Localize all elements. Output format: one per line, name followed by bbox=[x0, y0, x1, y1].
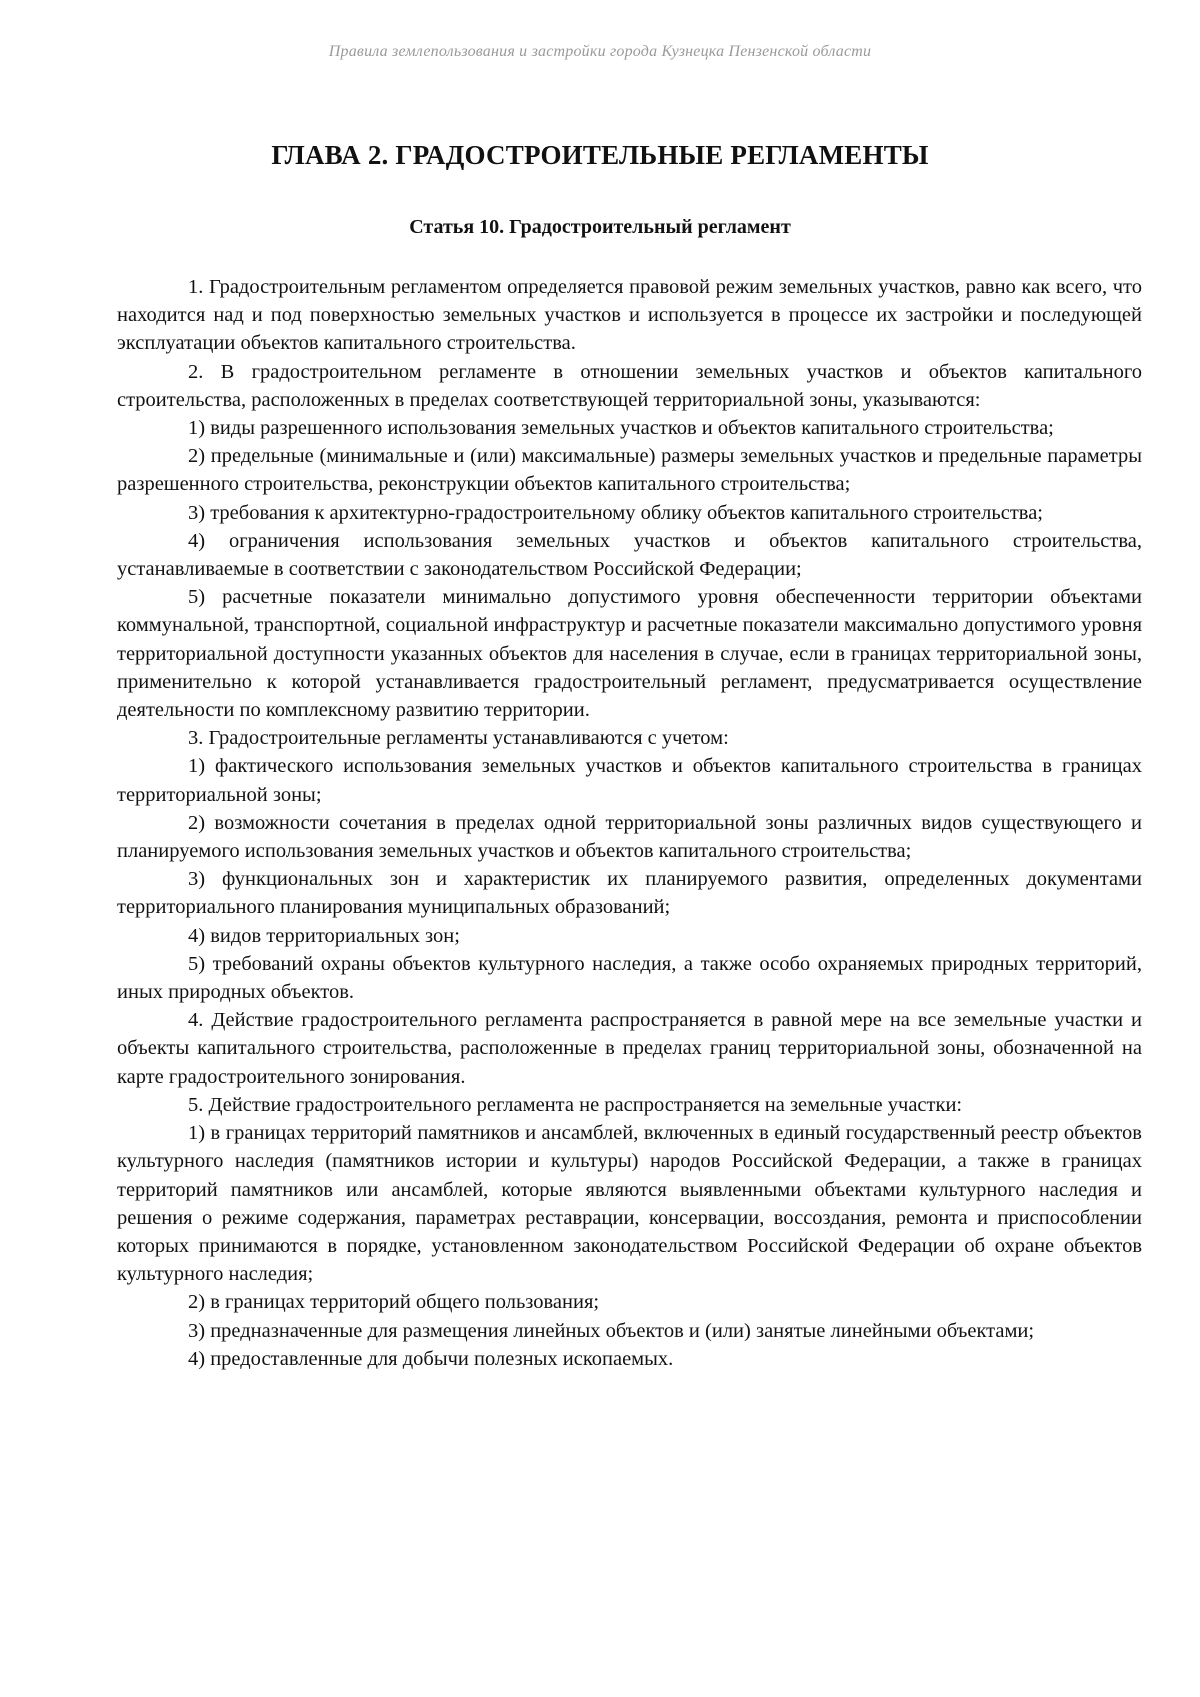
paragraph: 3) требования к архитектурно-градостроительному облику объектов капитального строительства; bbox=[188, 501, 1043, 524]
chapter-title: ГЛАВА 2. ГРАДОСТРОИТЕЛЬНЫЕ РЕГЛАМЕНТЫ bbox=[271, 140, 929, 170]
paragraph: 2. В градостроительном регламенте в отношении земельных участков и объектов капитального строительства, расположенных в пределах соответствующей территориальной зоны, указываются: bbox=[117, 360, 1142, 411]
paragraph: 4. Действие градостроительного регламента распространяется в равной мере на все земельные участки и объекты капитального строительства, расположенные в пределах границ территориальной зоны, обозначенной на карте градостроительного зонирования. bbox=[117, 1009, 1142, 1088]
paragraph: 2) возможности сочетания в пределах одной территориальной зоны различных видов существующего и планируемого использования земельных участков и объектов капитального строительства; bbox=[117, 811, 1142, 863]
paragraph: 1) в границах территорий памятников и ансамблей, включенных в единый государственный реестр объектов культурного наследия (памятников истории и культуры) народов Российской Федерации, а также в границах территорий памятников или ансамблей, которые являются выявленными объектами культурного наследия и решения о режиме содержания, параметрах реставрации, консервации, воссоздания, ремонта и приспособлении которых принимаются в порядке, установленном законодательством Российской Федерации об охране объектов культурного наследия; bbox=[117, 1122, 1142, 1286]
paragraph: 2) в границах территорий общего пользования; bbox=[188, 1291, 600, 1314]
paragraph: 1) виды разрешенного использования земельных участков и объектов капитального строительства; bbox=[188, 417, 1054, 440]
paragraph: 2) предельные (минимальные и (или) максимальные) размеры земельных участков и предельные параметры разрешенного строительства, реконструкции объектов капитального строительства; bbox=[117, 445, 1142, 496]
paragraph: 5. Действие градостроительного регламента не распространяется на земельные участки: bbox=[188, 1093, 963, 1116]
paragraph: 3) предназначенные для размещения линейных объектов и (или) занятые линейными объектами; bbox=[188, 1319, 1035, 1342]
article-title: Статья 10. Градостроительный регламент bbox=[409, 216, 791, 238]
paragraph: 3) функциональных зон и характеристик их планируемого развития, определенных документами территориального планирования муниципальных образований; bbox=[117, 868, 1142, 919]
paragraph: 1. Градостроительным регламентом определяется правовой режим земельных участков, равно как всего, что находится над и под поверхностью земельных участков и используется в процессе их застройки и последующей эксплуатации объектов капитального строительства. bbox=[117, 276, 1142, 355]
paragraph: 4) видов территориальных зон; bbox=[188, 924, 460, 947]
running-header: Правила землепользования и застройки города Кузнецка Пензенской области bbox=[328, 43, 872, 60]
paragraph: 5) расчетные показатели минимально допустимого уровня обеспеченности территории объектами коммунальной, транспортной, социальной инфраструктур и расчетные показатели максимально допустимого уровня территориальной доступности указанных объектов для населения в случае, если в границах территориальной зоны, применительно к которой устанавливается градостроительный регламент, предусматривается осуществление деятельности по комплексному развитию территории. bbox=[117, 586, 1142, 722]
paragraph: 4) предоставленные для добычи полезных ископаемых. bbox=[188, 1347, 674, 1370]
paragraph: 1) фактического использования земельных участков и объектов капитального строительства в границах территориальной зоны; bbox=[117, 755, 1142, 806]
document-body bbox=[117, 273, 1142, 1373]
paragraph: 3. Градостроительные регламенты устанавливаются с учетом: bbox=[188, 727, 729, 750]
paragraph: 4) ограничения использования земельных участков и объектов капитального строительства, устанавливаемые в соответствии с законодательством Российской Федерации; bbox=[117, 529, 1142, 581]
paragraph: 5) требований охраны объектов культурного наследия, а также особо охраняемых природных территорий, иных природных объектов. bbox=[117, 952, 1142, 1004]
